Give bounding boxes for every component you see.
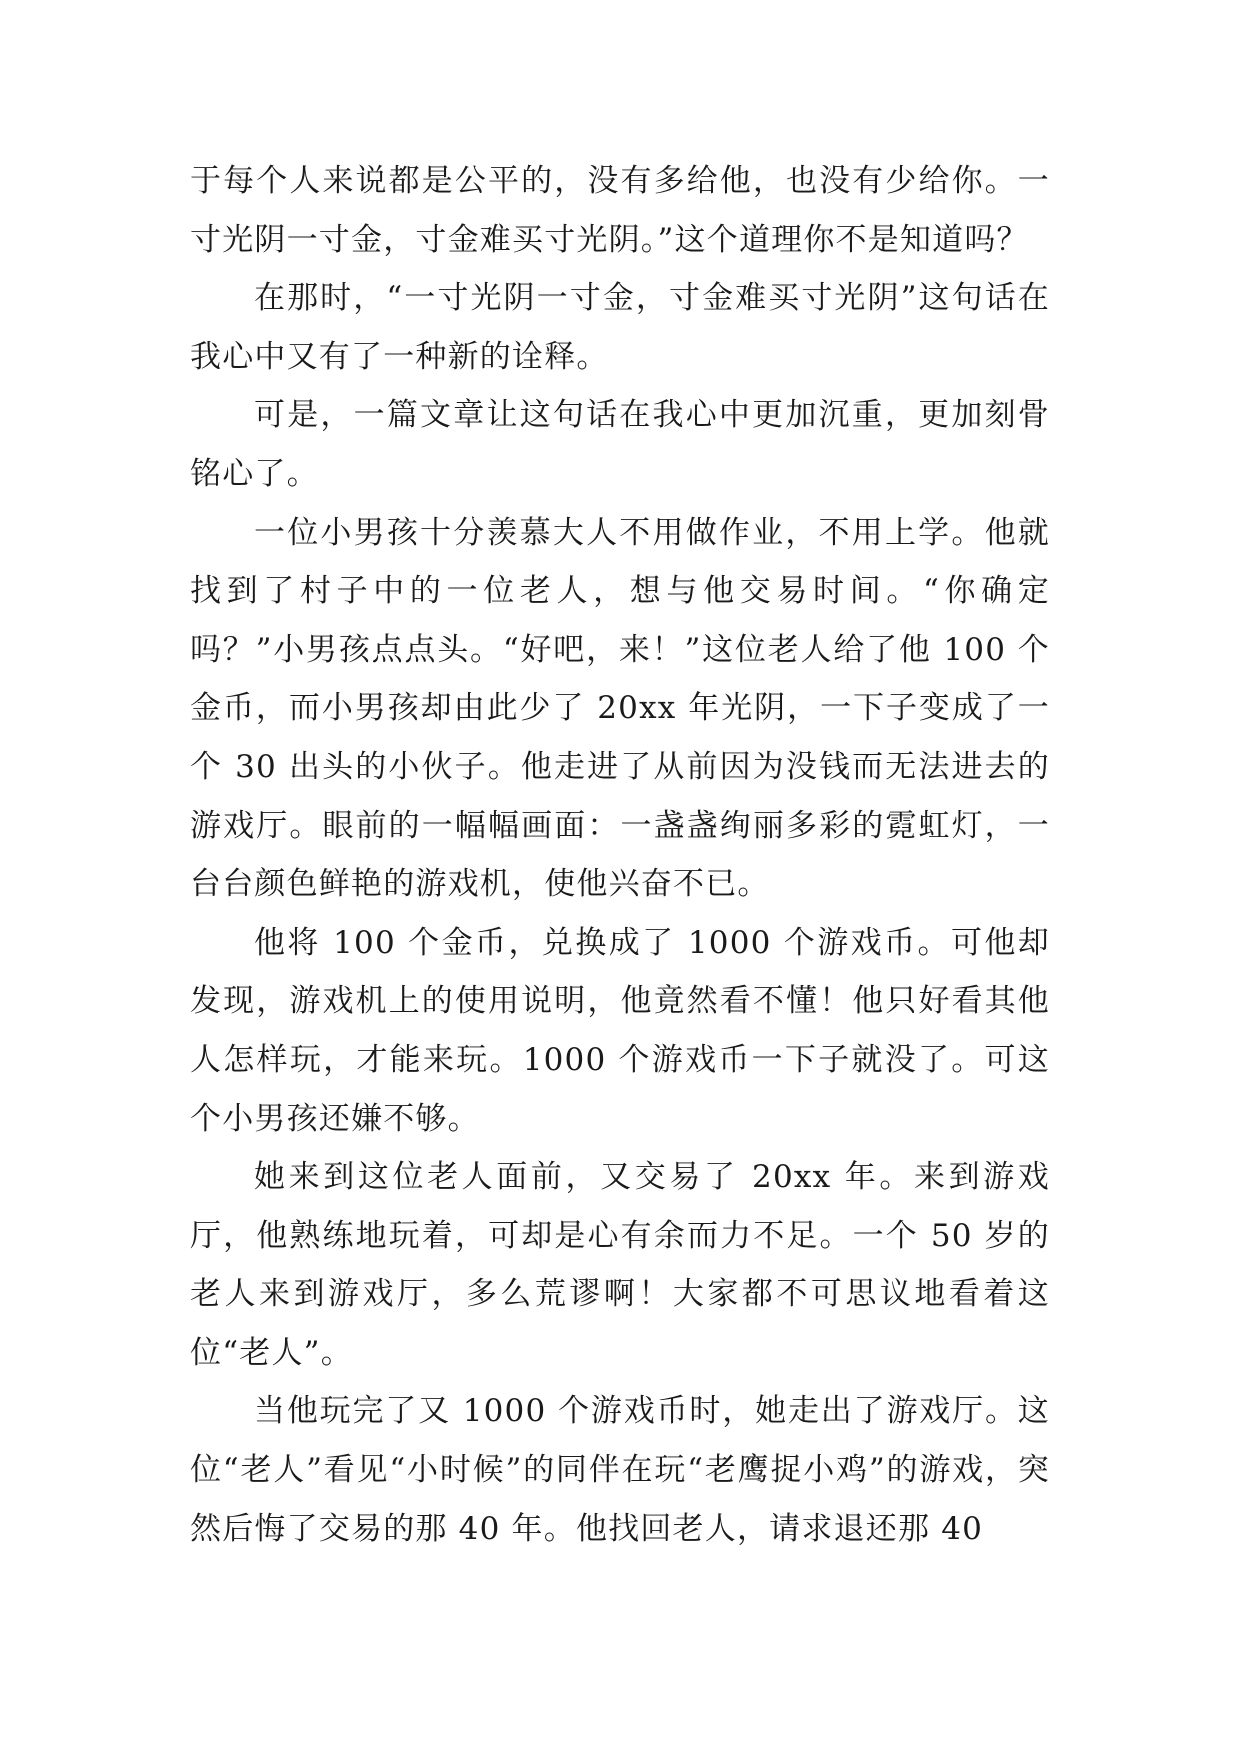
paragraph-4: 一位小男孩十分羡慕大人不用做作业，不用上学。他就找到了村子中的一位老人，想与他交易时间。“你确定吗？”小男孩点点头。“好吧，来！”这位老人给了他 100 个金币，而小男孩却由此少了 20xx 年光阴，一下子变成了一个 30 出头的小伙子。他走进了从前因为没钱而无法进去的游戏厅。眼前的一幅幅画面：一盏盏绚丽多彩的霓虹灯，一台台颜色鲜艳的游戏机，使他兴奋不已。 <box>190 514 1050 903</box>
paragraph-3: 可是，一篇文章让这句话在我心中更加沉重，更加刻骨铭心了。 <box>190 397 1050 492</box>
paragraph-2: 在那时，“一寸光阴一寸金，寸金难买寸光阴”这句话在我心中又有了一种新的诠释。 <box>190 280 1050 375</box>
article-body <box>190 152 1050 1558</box>
paragraph-7: 当他玩完了又 1000 个游戏币时，她走出了游戏厅。这位“老人”看见“小时候”的同伴在玩“老鹰捉小鸡”的游戏，突然后悔了交易的那 40 年。他找回老人，请求退还那 40 <box>190 1393 1050 1547</box>
paragraph-1: 于每个人来说都是公平的，没有多给他，也没有少给你。一寸光阴一寸金，寸金难买寸光阴。”这个道理你不是知道吗？ <box>190 163 1050 258</box>
paragraph-5: 他将 100 个金币，兑换成了 1000 个游戏币。可他却发现，游戏机上的使用说明，他竟然看不懂！他只好看其他人怎样玩，才能来玩。1000 个游戏币一下子就没了。可这个小男孩还嫌不够。 <box>190 924 1050 1137</box>
paragraph-6: 她来到这位老人面前，又交易了 20xx 年。来到游戏厅，他熟练地玩着，可却是心有余而力不足。一个 50 岁的老人来到游戏厅，多么荒谬啊！大家都不可思议地看着这位“老人”。 <box>190 1159 1050 1371</box>
